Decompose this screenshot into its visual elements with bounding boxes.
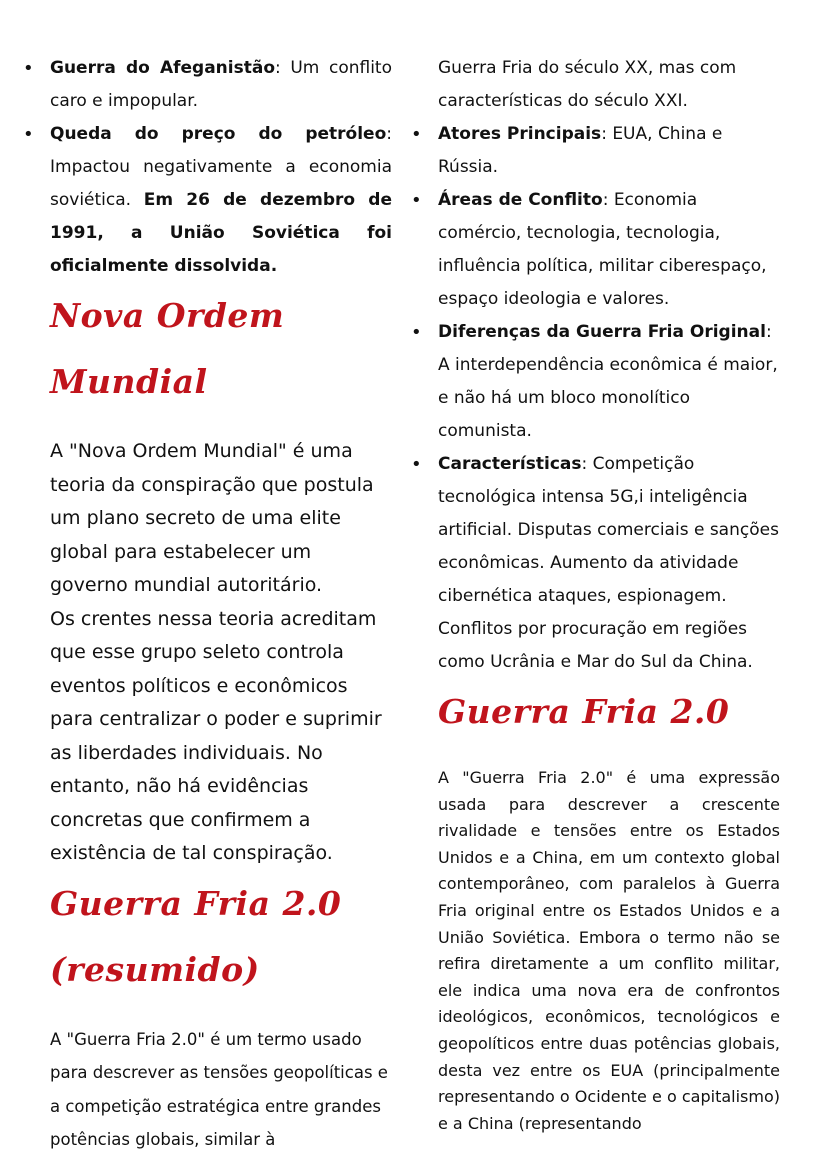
left-bullet-list xyxy=(50,52,392,283)
bullet-term: Queda do preço do petróleo xyxy=(50,124,387,144)
list-item xyxy=(438,184,780,316)
list-item xyxy=(50,52,392,118)
list-item xyxy=(438,316,780,448)
bullet-term: Características xyxy=(438,454,582,474)
heading-guerra-fria-resumo: Guerra Fria 2.0 xyxy=(50,883,342,923)
bullet-text: : Economia comércio, tecnologia, tecnologia, influência política, militar ciberespaço, espaço ideologia e valores. xyxy=(438,190,767,309)
dissolution-note: Em 26 de dezembro de 1991, a União Soviética foi oficialmente dissolvida. xyxy=(50,190,392,276)
heading-guerra-fria: Guerra Fria 2.0 xyxy=(438,692,730,731)
list-item xyxy=(438,448,780,679)
right-bullet-list xyxy=(438,118,780,679)
continuation-text: Guerra Fria do século XX, mas com características do século XXI. xyxy=(438,58,737,111)
guerra-fria-paragraph: A "Guerra Fria 2.0" é uma expressão usada para descrever a crescente rivalidade e tensões entre os Estados Unidos e a China, em um contexto global contemporâneo, com paralelos à Guerra Fria original entre os Estados Unidos e a União Soviética. Embora o termo não se refira diretamente a um conflito militar, ele indica uma nova era de confrontos ideológicos, econômicos, tecnológicos e geopolíticos entre duas potências globais, desta vez entre os EUA (principalmente representando o Ocidente e o capitalismo) e a China (representando xyxy=(438,768,780,1133)
right-column xyxy=(438,52,780,1137)
heading-mundial: Mundial xyxy=(50,362,208,401)
left-column xyxy=(50,52,392,1157)
nova-ordem-paragraph-1: A "Nova Ordem Mundial" é uma teoria da conspiração que postula um plano secreto de uma elite global para estabelecer um governo mundial autoritário. xyxy=(50,440,374,596)
bullet-term: Atores Principais xyxy=(438,124,602,144)
heading-resumido: (resumido) xyxy=(50,949,260,989)
heading-nova-ordem: Nova Ordem xyxy=(50,296,285,335)
bullet-text: : A interdependência econômica é maior, e não há um bloco monolítico comunista. xyxy=(438,322,778,441)
list-item xyxy=(438,118,780,184)
bullet-term: Áreas de Conflito xyxy=(438,190,603,210)
guerra-fria-summary: A "Guerra Fria 2.0" é um termo usado para descrever as tensões geopolíticas e a competição estratégica entre grandes potências globais, similar à xyxy=(50,1029,388,1149)
bullet-text: : Um conflito caro e impopular. xyxy=(50,58,392,111)
bullet-text: : Impactou negativamente a economia soviética. xyxy=(50,124,392,210)
bullet-term: Diferenças da Guerra Fria Original xyxy=(438,322,766,342)
nova-ordem-paragraph-2: Os crentes nessa teoria acreditam que esse grupo seleto controla eventos políticos e econômicos para centralizar o poder e suprimir as liberdades individuais. No entanto, não há evidências concretas que confirmem a existência de tal conspiração. xyxy=(50,607,382,864)
bullet-text: : Competição tecnológica intensa 5G,i inteligência artificial. Disputas comerciais e sanções econômicas. Aumento da atividade cibernética ataques, espionagem. Conflitos por procuração em regiões como Ucrânia e Mar do Sul da China. xyxy=(438,454,779,672)
list-item xyxy=(50,118,392,283)
bullet-text: : EUA, China e Rússia. xyxy=(438,124,723,177)
bullet-term: Guerra do Afeganistão xyxy=(50,58,275,78)
